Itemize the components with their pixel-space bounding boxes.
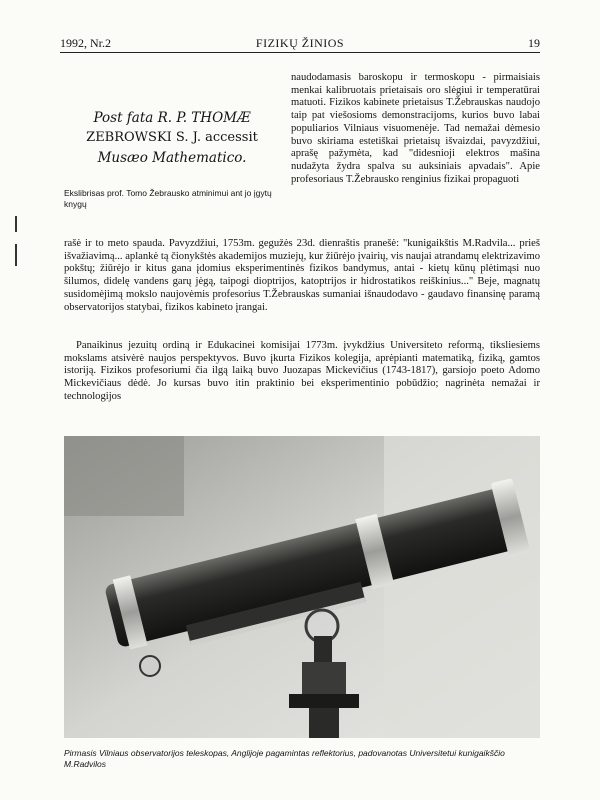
body-paragraph-2: Panaikinus jezuitų ordiną ir Edukacinei komisijai 1773m. įvykdžius Universiteto reformą, tiksliesiems mokslams atsivėrė naujos perspektyvos. Buvo įkurta Fizikos kolegija, aprėpianti matematiką, fiziką, gamtos istoriją. Fizikos profesoriumi čia ilgą laiką buvo Juozapas Mickevičius (1743-1817), garsiojo poeto Adomo Mickevičiaus dėdė. Jo kursas buvo itin praktinio bei eksperimentinio pobūdžio; nagrinėta nemažai ir technologijos [64,340,540,402]
margin-mark [15,244,17,266]
telescope-photo [64,436,540,738]
telescope-illustration [64,436,540,738]
page-number: 19 [528,36,540,50]
ex-libris-line-3: Musæo Mathematico. [97,150,247,166]
ex-libris-line-1: Post fata R. P. THOMÆ [93,110,251,126]
margin-mark [15,216,17,232]
photo-caption: Pirmasis Vilniaus observatorijos teleskopas, Anglijoje pagamintas reflektorius, padovanotas Universitetui kunigaikščio M.Radvilos [64,748,505,769]
ex-libris-line-2: ZEBROWSKI S. J. accessit [86,130,258,145]
journal-title: FIZIKŲ ŽINIOS [255,36,345,50]
issue-label: 1992, Nr.2 [60,36,111,50]
ex-libris-stamp [64,108,280,168]
right-column-text: naudodamasis baroskopu ir termoskopu - pirmaisiais menkai kalibruotais prietaisais oro slėgiui ir temperatūrai matuoti. Fizikos kabinete prietaisus T.Žebrauskas naudojo taip pat viešosioms demonstracijoms, kurios buvo labai populiarios Vilniaus visuomenėje. Tad nemažai dėmesio buvo skiriama estetiškai prietaisų išvaizdai, pavyzdžiui, aprašę pažymėta, kad "didesnioji elektros mašina nudažyta žydra spalva su auksiniais apvadais". Apie profesoriaus T.Žebrausko renginius fizikai propaguoti [291,72,540,185]
body-paragraph-1: rašė ir to meto spauda. Pavyzdžiui, 1753m. gegužės 23d. dienraštis pranešė: "kunigaikštis M.Radvila... prieš išvažiavimą... aplankė tą čionykštės akademijos muziejų, kur žiūrėjo įvairių, vis naujai atrandamų elektrizavimo pokštų; žiūrėjo ir kitus gana įdomius eksperimentinės fizikos bandymus, antai - kietų kūnų plėtimąsi nuo šilumos, didelę vandens garų jėgą, taipogi dioptrijos, katoptrijos ir hidrostatikos reiškinius..." Beje, magnatų susidomėjimą mokslo naujovėmis profesorius T.Žebrauskas sumaniai išnaudodavo - gaudavo finansinę paramą observatorijos statybai, fizikos kabineto įrangai. [64,238,540,313]
page-header [60,36,540,53]
ex-libris-caption: Ekslibrisas prof. Tomo Žebrausko atminimui ant jo įgytų knygų [64,188,272,209]
